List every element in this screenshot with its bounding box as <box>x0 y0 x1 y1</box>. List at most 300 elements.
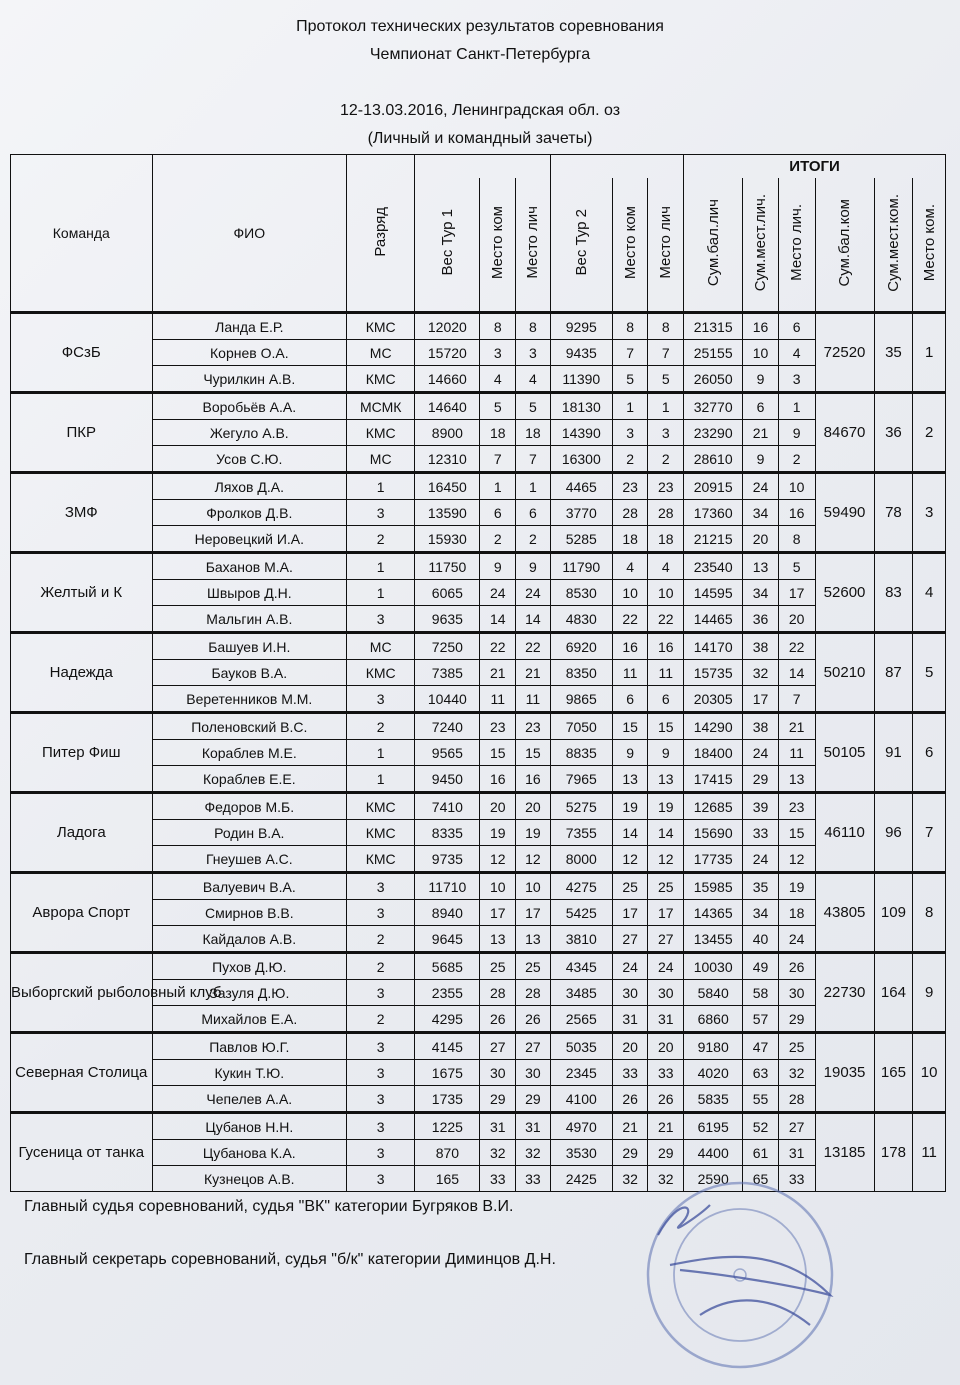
column-header-ind-place-round2: Место лич <box>648 178 684 313</box>
team-place-round1-cell: 5 <box>480 393 516 420</box>
ind-place-round1-cell: 29 <box>516 1086 551 1113</box>
sum-places-cell: 65 <box>743 1166 779 1192</box>
rank-cell: 2 <box>347 953 415 980</box>
ind-place-round2-cell: 14 <box>648 820 684 846</box>
weight-round2-cell: 3530 <box>550 1140 612 1166</box>
sum-places-cell: 24 <box>743 473 779 500</box>
column-header-team-place: Место ком. <box>913 178 946 313</box>
ind-place-round1-cell: 14 <box>516 606 551 633</box>
team-name-cell: ПКР <box>11 393 153 473</box>
ind-place-round1-cell: 33 <box>516 1166 551 1192</box>
team-place-round1-cell: 17 <box>480 900 516 926</box>
team-place-round1-cell: 4 <box>480 366 516 393</box>
team-place-round1-cell: 21 <box>480 660 516 686</box>
weight-round1-cell: 870 <box>415 1140 480 1166</box>
ind-place-round1-cell: 28 <box>516 980 551 1006</box>
championship-name: Чемпионат Санкт-Петербурга <box>369 46 591 63</box>
sum-points-cell: 17415 <box>684 766 743 793</box>
ind-place-round2-cell: 3 <box>648 420 684 446</box>
team-place-round1-cell: 28 <box>480 980 516 1006</box>
weight-round2-cell: 8350 <box>550 660 612 686</box>
sum-places-cell: 40 <box>743 926 779 953</box>
rank-cell: КМС <box>347 660 415 686</box>
team-name-cell: ФСзБ <box>11 313 153 393</box>
team-place-round2-cell: 31 <box>612 1006 648 1033</box>
ind-place-round1-cell: 22 <box>516 633 551 660</box>
weight-round1-cell: 12020 <box>415 313 480 340</box>
team-place-cell: 10 <box>913 1033 946 1113</box>
rank-cell: КМС <box>347 846 415 873</box>
weight-round2-cell: 5425 <box>550 900 612 926</box>
weight-round2-cell: 14390 <box>550 420 612 446</box>
ind-place-round2-cell: 23 <box>648 473 684 500</box>
team-place-cell: 5 <box>913 633 946 713</box>
weight-round1-cell: 14660 <box>415 366 480 393</box>
rank-cell: 1 <box>347 473 415 500</box>
team-place-round2-cell: 21 <box>612 1113 648 1140</box>
team-place-round2-cell: 15 <box>612 713 648 740</box>
ind-place-cell: 32 <box>778 1060 815 1086</box>
ind-place-round1-cell: 25 <box>516 953 551 980</box>
participant-name-cell: Поленовский В.С. <box>152 713 347 740</box>
sum-places-cell: 63 <box>743 1060 779 1086</box>
ind-place-cell: 1 <box>778 393 815 420</box>
sum-places-cell: 9 <box>743 366 779 393</box>
ind-place-cell: 5 <box>778 553 815 580</box>
sum-points-cell: 2590 <box>684 1166 743 1192</box>
ind-place-round2-cell: 17 <box>648 900 684 926</box>
weight-round1-cell: 9565 <box>415 740 480 766</box>
team-sum-places-cell: 78 <box>874 473 913 553</box>
weight-round1-cell: 165 <box>415 1166 480 1192</box>
ind-place-round1-cell: 30 <box>516 1060 551 1086</box>
participant-name-cell: Баханов М.А. <box>152 553 347 580</box>
participant-name-cell: Кузнецов А.В. <box>152 1166 347 1192</box>
team-place-round2-cell: 7 <box>612 340 648 366</box>
weight-round1-cell: 11750 <box>415 553 480 580</box>
sum-places-cell: 24 <box>743 740 779 766</box>
rank-cell: 2 <box>347 526 415 553</box>
weight-round1-cell: 9645 <box>415 926 480 953</box>
team-place-round2-cell: 5 <box>612 366 648 393</box>
sum-points-cell: 14170 <box>684 633 743 660</box>
weight-round1-cell: 15720 <box>415 340 480 366</box>
team-points-cell: 72520 <box>815 313 874 393</box>
weight-round2-cell: 8835 <box>550 740 612 766</box>
rank-cell: КМС <box>347 313 415 340</box>
ind-place-round2-cell: 7 <box>648 340 684 366</box>
weight-round1-cell: 8335 <box>415 820 480 846</box>
ind-place-round2-cell: 25 <box>648 873 684 900</box>
team-place-round2-cell: 25 <box>612 873 648 900</box>
ind-place-round2-cell: 26 <box>648 1086 684 1113</box>
rank-cell: 2 <box>347 926 415 953</box>
sum-places-cell: 10 <box>743 340 779 366</box>
weight-round2-cell: 3485 <box>550 980 612 1006</box>
weight-round2-cell: 11390 <box>550 366 612 393</box>
team-points-cell: 13185 <box>815 1113 874 1192</box>
sum-points-cell: 4400 <box>684 1140 743 1166</box>
sum-points-cell: 20915 <box>684 473 743 500</box>
weight-round1-cell: 15930 <box>415 526 480 553</box>
table-row <box>11 393 946 420</box>
ind-place-cell: 3 <box>778 366 815 393</box>
sum-points-cell: 5840 <box>684 980 743 1006</box>
sum-places-cell: 34 <box>743 580 779 606</box>
team-place-round1-cell: 15 <box>480 740 516 766</box>
ind-place-round1-cell: 17 <box>516 900 551 926</box>
ind-place-round1-cell: 2 <box>516 526 551 553</box>
participant-name-cell: Ланда Е.Р. <box>152 313 347 340</box>
team-name-cell: Желтый и К <box>11 553 153 633</box>
ind-place-cell: 23 <box>778 793 815 820</box>
column-header-team-place-round2: Место ком <box>612 178 648 313</box>
table-row <box>11 1113 946 1140</box>
column-header-weight-round1: Вес Тур 1 <box>415 178 480 313</box>
ind-place-cell: 7 <box>778 686 815 713</box>
team-place-round2-cell: 32 <box>612 1166 648 1192</box>
ind-place-cell: 15 <box>778 820 815 846</box>
participant-name-cell: Федоров М.Б. <box>152 793 347 820</box>
sum-points-cell: 23290 <box>684 420 743 446</box>
ind-place-cell: 21 <box>778 713 815 740</box>
weight-round1-cell: 1675 <box>415 1060 480 1086</box>
ind-place-round1-cell: 5 <box>516 393 551 420</box>
team-place-round2-cell: 33 <box>612 1060 648 1086</box>
team-sum-places-cell: 87 <box>874 633 913 713</box>
rank-cell: КМС <box>347 793 415 820</box>
team-place-cell: 11 <box>913 1113 946 1192</box>
weight-round2-cell: 7355 <box>550 820 612 846</box>
sum-places-cell: 55 <box>743 1086 779 1113</box>
table-row <box>11 633 946 660</box>
ind-place-cell: 17 <box>778 580 815 606</box>
ind-place-round2-cell: 21 <box>648 1113 684 1140</box>
scoring-type: (Личный и командный зачеты) <box>367 130 593 147</box>
team-place-round1-cell: 22 <box>480 633 516 660</box>
rank-cell: 3 <box>347 1060 415 1086</box>
ind-place-round1-cell: 8 <box>516 313 551 340</box>
weight-round2-cell: 8530 <box>550 580 612 606</box>
ind-place-cell: 28 <box>778 1086 815 1113</box>
sum-points-cell: 10030 <box>684 953 743 980</box>
totals-header: ИТОГИ <box>684 155 946 179</box>
weight-round1-cell: 9450 <box>415 766 480 793</box>
sum-points-cell: 18400 <box>684 740 743 766</box>
participant-name-cell: Гнеушев А.С. <box>152 846 347 873</box>
sum-places-cell: 47 <box>743 1033 779 1060</box>
team-place-round1-cell: 23 <box>480 713 516 740</box>
ind-place-round1-cell: 15 <box>516 740 551 766</box>
participant-name-cell: Чепелев А.А. <box>152 1086 347 1113</box>
ind-place-round2-cell: 19 <box>648 793 684 820</box>
weight-round2-cell: 2345 <box>550 1060 612 1086</box>
ind-place-round1-cell: 27 <box>516 1033 551 1060</box>
sum-points-cell: 9180 <box>684 1033 743 1060</box>
participant-name-cell: Усов С.Ю. <box>152 446 347 473</box>
sum-places-cell: 38 <box>743 713 779 740</box>
participant-name-cell: Кукин Т.Ю. <box>152 1060 347 1086</box>
participant-name-cell: Ляхов Д.А. <box>152 473 347 500</box>
team-sum-places-cell: 165 <box>874 1033 913 1113</box>
sum-places-cell: 24 <box>743 846 779 873</box>
team-place-round1-cell: 1 <box>480 473 516 500</box>
sum-points-cell: 14465 <box>684 606 743 633</box>
round2-group <box>550 155 683 179</box>
team-place-round2-cell: 13 <box>612 766 648 793</box>
rank-cell: 3 <box>347 1166 415 1192</box>
rank-cell: 3 <box>347 1140 415 1166</box>
team-sum-places-cell: 36 <box>874 393 913 473</box>
ind-place-round2-cell: 6 <box>648 686 684 713</box>
team-place-round1-cell: 26 <box>480 1006 516 1033</box>
rank-cell: 3 <box>347 1086 415 1113</box>
column-header-ind-place-round1: Место лич <box>516 178 551 313</box>
ind-place-cell: 13 <box>778 766 815 793</box>
team-place-round1-cell: 8 <box>480 313 516 340</box>
rank-cell: 3 <box>347 980 415 1006</box>
team-place-cell: 4 <box>913 553 946 633</box>
weight-round2-cell: 3810 <box>550 926 612 953</box>
weight-round2-cell: 7965 <box>550 766 612 793</box>
ind-place-round1-cell: 31 <box>516 1113 551 1140</box>
sum-points-cell: 20305 <box>684 686 743 713</box>
column-header-team-place-round1: Место ком <box>480 178 516 313</box>
weight-round1-cell: 1225 <box>415 1113 480 1140</box>
team-place-round1-cell: 13 <box>480 926 516 953</box>
participant-name-cell: Кораблев М.Е. <box>152 740 347 766</box>
weight-round2-cell: 2565 <box>550 1006 612 1033</box>
participant-name-cell: Смирнов В.В. <box>152 900 347 926</box>
ind-place-cell: 9 <box>778 420 815 446</box>
team-sum-places-cell: 178 <box>874 1113 913 1192</box>
ind-place-cell: 16 <box>778 500 815 526</box>
team-place-round1-cell: 18 <box>480 420 516 446</box>
ind-place-cell: 8 <box>778 526 815 553</box>
participant-name-cell: Зазуля Д.Ю. <box>152 980 347 1006</box>
rank-cell: 1 <box>347 580 415 606</box>
sum-points-cell: 32770 <box>684 393 743 420</box>
ind-place-round2-cell: 12 <box>648 846 684 873</box>
results-table <box>10 154 946 1192</box>
ind-place-round2-cell: 29 <box>648 1140 684 1166</box>
team-place-round1-cell: 9 <box>480 553 516 580</box>
weight-round1-cell: 12310 <box>415 446 480 473</box>
participant-name-cell: Воробьёв А.А. <box>152 393 347 420</box>
ind-place-round1-cell: 7 <box>516 446 551 473</box>
sum-points-cell: 15985 <box>684 873 743 900</box>
column-header-ind-place: Место лич. <box>778 178 815 313</box>
team-name-cell: ЗМФ <box>11 473 153 553</box>
sum-places-cell: 36 <box>743 606 779 633</box>
sum-places-cell: 57 <box>743 1006 779 1033</box>
rank-cell: МС <box>347 340 415 366</box>
weight-round1-cell: 4145 <box>415 1033 480 1060</box>
team-place-round2-cell: 28 <box>612 500 648 526</box>
team-points-cell: 52600 <box>815 553 874 633</box>
rank-cell: 3 <box>347 873 415 900</box>
ind-place-round1-cell: 24 <box>516 580 551 606</box>
team-place-round1-cell: 19 <box>480 820 516 846</box>
team-sum-places-cell: 164 <box>874 953 913 1033</box>
sum-places-cell: 9 <box>743 446 779 473</box>
team-place-cell: 1 <box>913 313 946 393</box>
ind-place-cell: 2 <box>778 446 815 473</box>
rank-cell: 3 <box>347 1033 415 1060</box>
team-place-cell: 2 <box>913 393 946 473</box>
ind-place-round2-cell: 24 <box>648 953 684 980</box>
team-place-round2-cell: 11 <box>612 660 648 686</box>
team-place-round1-cell: 6 <box>480 500 516 526</box>
sum-places-cell: 16 <box>743 313 779 340</box>
ind-place-round1-cell: 12 <box>516 846 551 873</box>
ind-place-round2-cell: 4 <box>648 553 684 580</box>
weight-round2-cell: 5035 <box>550 1033 612 1060</box>
chief-secretary-line: Главный секретарь соревнований, судья "б/к" категории Диминцов Д.Н. <box>24 1251 556 1268</box>
team-name-cell: Питер Фиш <box>11 713 153 793</box>
team-points-cell: 19035 <box>815 1033 874 1113</box>
ind-place-cell: 27 <box>778 1113 815 1140</box>
column-header-sum-points: Сум.бал.лич <box>684 178 743 313</box>
participant-name-cell: Цубанов Н.Н. <box>152 1113 347 1140</box>
weight-round2-cell: 5275 <box>550 793 612 820</box>
team-sum-places-cell: 91 <box>874 713 913 793</box>
sum-places-cell: 29 <box>743 766 779 793</box>
team-place-round2-cell: 24 <box>612 953 648 980</box>
weight-round2-cell: 11790 <box>550 553 612 580</box>
team-place-round2-cell: 16 <box>612 633 648 660</box>
weight-round2-cell: 6920 <box>550 633 612 660</box>
rank-cell: 1 <box>347 553 415 580</box>
sum-places-cell: 35 <box>743 873 779 900</box>
column-header-name: ФИО <box>152 155 347 313</box>
ind-place-cell: 4 <box>778 340 815 366</box>
participant-name-cell: Михайлов Е.А. <box>152 1006 347 1033</box>
sum-points-cell: 23540 <box>684 553 743 580</box>
sum-points-cell: 25155 <box>684 340 743 366</box>
weight-round2-cell: 7050 <box>550 713 612 740</box>
participant-name-cell: Родин В.А. <box>152 820 347 846</box>
weight-round2-cell: 9435 <box>550 340 612 366</box>
ind-place-cell: 14 <box>778 660 815 686</box>
weight-round2-cell: 2425 <box>550 1166 612 1192</box>
ind-place-round1-cell: 3 <box>516 340 551 366</box>
ind-place-round2-cell: 1 <box>648 393 684 420</box>
ind-place-round2-cell: 16 <box>648 633 684 660</box>
column-header-team: Команда <box>11 155 153 313</box>
team-points-cell: 43805 <box>815 873 874 953</box>
ind-place-round1-cell: 9 <box>516 553 551 580</box>
weight-round2-cell: 9295 <box>550 313 612 340</box>
team-place-round2-cell: 14 <box>612 820 648 846</box>
sum-places-cell: 39 <box>743 793 779 820</box>
participant-name-cell: Пухов Д.Ю. <box>152 953 347 980</box>
sum-places-cell: 34 <box>743 900 779 926</box>
team-place-round2-cell: 6 <box>612 686 648 713</box>
sum-points-cell: 6195 <box>684 1113 743 1140</box>
weight-round2-cell: 4830 <box>550 606 612 633</box>
team-points-cell: 50210 <box>815 633 874 713</box>
team-place-round2-cell: 2 <box>612 446 648 473</box>
team-points-cell: 22730 <box>815 953 874 1033</box>
team-sum-places-cell: 83 <box>874 553 913 633</box>
sum-points-cell: 17360 <box>684 500 743 526</box>
rank-cell: 2 <box>347 713 415 740</box>
ind-place-cell: 26 <box>778 953 815 980</box>
team-place-round2-cell: 17 <box>612 900 648 926</box>
team-place-round1-cell: 31 <box>480 1113 516 1140</box>
table-row <box>11 873 946 900</box>
weight-round1-cell: 13590 <box>415 500 480 526</box>
rank-cell: 3 <box>347 500 415 526</box>
team-points-cell: 46110 <box>815 793 874 873</box>
ind-place-round2-cell: 11 <box>648 660 684 686</box>
ind-place-round2-cell: 32 <box>648 1166 684 1192</box>
weight-round1-cell: 16450 <box>415 473 480 500</box>
weight-round2-cell: 8000 <box>550 846 612 873</box>
ind-place-round2-cell: 31 <box>648 1006 684 1033</box>
team-place-round2-cell: 20 <box>612 1033 648 1060</box>
ind-place-round1-cell: 19 <box>516 820 551 846</box>
team-points-cell: 84670 <box>815 393 874 473</box>
team-place-round2-cell: 12 <box>612 846 648 873</box>
team-name-cell: Аврора Спорт <box>11 873 153 953</box>
ind-place-round1-cell: 32 <box>516 1140 551 1166</box>
participant-name-cell: Бауков В.А. <box>152 660 347 686</box>
team-points-cell: 50105 <box>815 713 874 793</box>
team-place-round1-cell: 33 <box>480 1166 516 1192</box>
team-place-round2-cell: 27 <box>612 926 648 953</box>
sum-points-cell: 4020 <box>684 1060 743 1086</box>
ind-place-round2-cell: 2 <box>648 446 684 473</box>
rank-cell: 3 <box>347 1113 415 1140</box>
ind-place-cell: 10 <box>778 473 815 500</box>
sum-places-cell: 38 <box>743 633 779 660</box>
team-place-round1-cell: 14 <box>480 606 516 633</box>
ind-place-round2-cell: 18 <box>648 526 684 553</box>
team-place-round2-cell: 30 <box>612 980 648 1006</box>
participant-name-cell: Мальгин А.В. <box>152 606 347 633</box>
ind-place-round2-cell: 5 <box>648 366 684 393</box>
ind-place-round1-cell: 1 <box>516 473 551 500</box>
rank-cell: МСМК <box>347 393 415 420</box>
ind-place-round1-cell: 21 <box>516 660 551 686</box>
column-header-team-points: Сум.бал.ком <box>815 178 874 313</box>
sum-places-cell: 34 <box>743 500 779 526</box>
sum-points-cell: 14595 <box>684 580 743 606</box>
table-row <box>11 313 946 340</box>
sum-points-cell: 15735 <box>684 660 743 686</box>
column-header-rank: Разряд <box>347 155 415 313</box>
sum-points-cell: 21215 <box>684 526 743 553</box>
team-place-round2-cell: 22 <box>612 606 648 633</box>
weight-round1-cell: 7240 <box>415 713 480 740</box>
team-place-round2-cell: 10 <box>612 580 648 606</box>
team-place-round1-cell: 12 <box>480 846 516 873</box>
team-place-round1-cell: 20 <box>480 793 516 820</box>
sum-places-cell: 17 <box>743 686 779 713</box>
team-name-cell: Северная Столица <box>11 1033 153 1113</box>
rank-cell: 1 <box>347 766 415 793</box>
ind-place-round1-cell: 18 <box>516 420 551 446</box>
participant-name-cell: Швыров Д.Н. <box>152 580 347 606</box>
sum-places-cell: 58 <box>743 980 779 1006</box>
sum-points-cell: 28610 <box>684 446 743 473</box>
team-place-round2-cell: 8 <box>612 313 648 340</box>
sum-points-cell: 14365 <box>684 900 743 926</box>
participant-name-cell: Жегуло А.В. <box>152 420 347 446</box>
weight-round1-cell: 2355 <box>415 980 480 1006</box>
